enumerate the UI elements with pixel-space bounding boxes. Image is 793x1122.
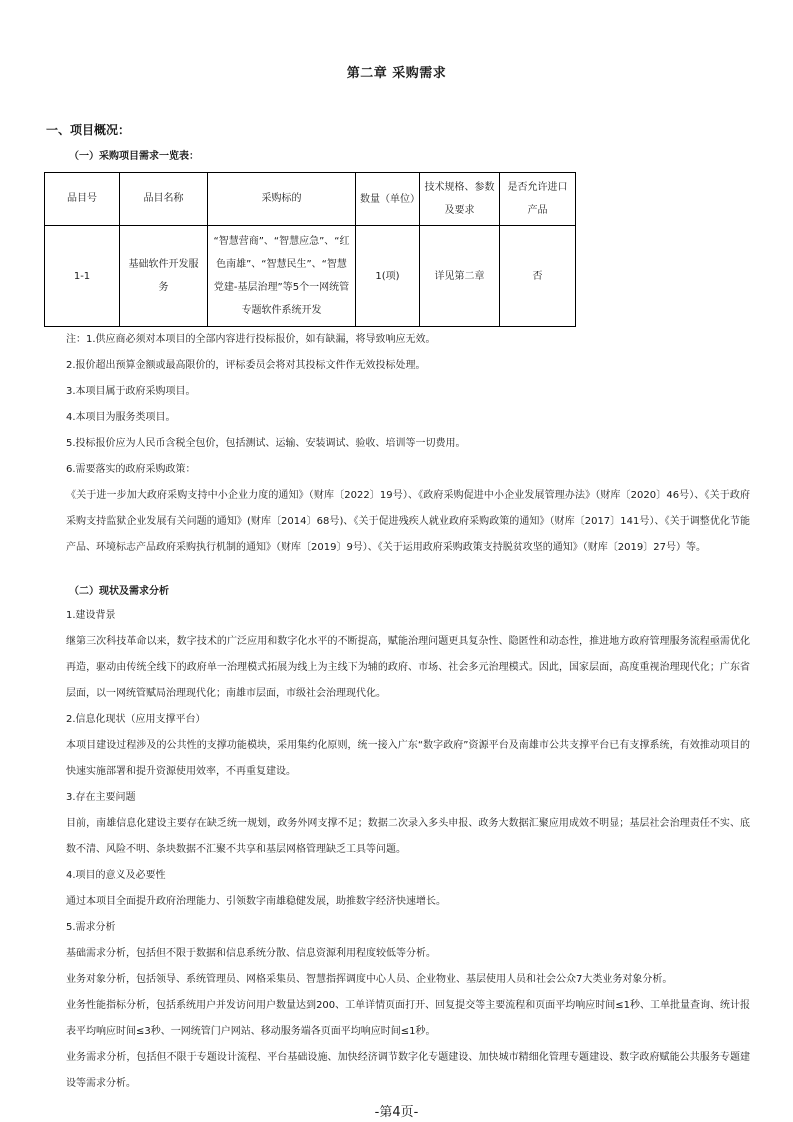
section-heading-overview: 一、项目概况： (46, 123, 131, 137)
analysis-text: 业务需求分析，包括但不限于专题设计流程、平台基础设施、加快经济调节数字化专题建设、加快城市精细化管理专题建设、数字政府赋能公共服务专题建设等需求分析。 (66, 1052, 750, 1089)
analysis-text: 继第三次科技革命以来，数字技术的广泛应用和数字化水平的不断提高，赋能治理问题更具复杂性、隐匿性和动态性，推进地方政府管理服务流程亟需优化再造，驱动由传统全线下的政府单一治理模式拓展为线上为主线下为辅的政府、市场、社会多元治理模式。因此，国家层面，高度重视治理现代化；广东省层面，以一网统管赋局治理现代化；南雄市层面，市级社会治理现代化。 (66, 636, 750, 699)
analysis-title: 2.信息化现状（应用支撑平台） (66, 714, 206, 725)
note-item: 4.本项目为服务类项目。 (66, 412, 176, 423)
import-allowed-cell: 否 (500, 226, 576, 327)
table-header-row (45, 173, 576, 226)
analysis-text: 通过本项目全面提升政府治理能力、引领数字南雄稳健发展，助推数字经济快速增长。 (66, 896, 446, 907)
note-item: 6.需要落实的政府采购政策： (66, 464, 196, 475)
note-item: 5.投标报价应为人民币含税全包价，包括测试、运输、安装调试、验收、培训等一切费用。 (66, 438, 466, 449)
table-header-cell: 数量（单位） (356, 173, 420, 226)
analysis-title: 4.项目的意义及必要性 (66, 870, 166, 881)
analysis-text: 业务性能指标分析，包括系统用户并发访问用户数量达到200、工单详情页面打开、回复提交等主要流程和页面平均响应时间≤1秒、工单批量查询、统计报表平均响应时间≤3秒、一网统管门户网站、移动服务端各页面平均响应时间≤1秒。 (66, 1000, 750, 1037)
policy-list-text: 《关于进一步加大政府采购支持中小企业力度的通知》（财库〔2022〕19号）、《政府采购促进中小企业发展管理办法》（财库〔2020〕46号）、《关于政府采购支持监狱企业发展有关问题的通知》(财库〔2014〕68号)、《关于促进残疾人就业政府采购政策的通知》（财库〔2017〕141号）、《关于调整优化节能产品、环境标志产品政府采购执行机制的通知》（财库〔2019〕9号）、《关于运用政府采购政策支持脱贫攻坚的通知》（财库〔2019〕27号）等。 (66, 490, 750, 553)
chapter-title: 第二章 采购需求 (346, 66, 447, 81)
analysis-text: 本项目建设过程涉及的公共性的支撑功能模块，采用集约化原则，统一接入广东“数字政府”资源平台及南雄市公共支撑平台已有支撑系统，有效推动项目的快速实施部署和提升资源使用效率，不再重复建设。 (66, 740, 750, 777)
subject-cell: “智慧营商”、“智慧应急”、“红色南雄”、“智慧民生”、“智慧党建-基层治理”等5个一网统管专题软件系统开发 (208, 226, 356, 327)
note-item: 2.报价超出预算金额或最高限价的，评标委员会将对其投标文件作无效投标处理。 (66, 360, 426, 371)
note-item: 注：1.供应商必须对本项目的全部内容进行投标报价，如有缺漏，将导致响应无效。 (66, 334, 436, 345)
analysis-text: 目前，南雄信息化建设主要存在缺乏统一规划，政务外网支撑不足；数据二次录入多头申报、政务大数据汇聚应用成效不明显；基层社会治理责任不实、底数不清、风险不明、条块数据不汇聚不共享和基层网格管理缺乏工具等问题。 (66, 818, 750, 855)
table-row (45, 226, 576, 327)
table-header-cell: 品目名称 (120, 173, 208, 226)
table-header-cell: 技术规格、参数及要求 (420, 173, 500, 226)
analysis-text: 业务对象分析，包括领导、系统管理员、网格采集员、智慧指挥调度中心人员、企业物业、基层使用人员和社会公众7大类业务对象分析。 (66, 974, 673, 985)
table-header-cell: 采购标的 (208, 173, 356, 226)
procurement-requirement-table (44, 172, 576, 327)
analysis-text: 基础需求分析，包括但不限于数据和信息系统分散、信息资源利用程度较低等分析。 (66, 948, 436, 959)
table-header-cell: 品目号 (45, 173, 120, 226)
quantity-cell: 1(项) (356, 226, 420, 327)
analysis-title: 3.存在主要问题 (66, 792, 136, 803)
notes-block (44, 327, 750, 561)
item-name-cell: 基础软件开发服务 (120, 226, 208, 327)
analysis-title: 5.需求分析 (66, 922, 116, 933)
table-header-cell: 是否允许进口产品 (500, 173, 576, 226)
analysis-title: 1.建设背景 (66, 610, 116, 621)
analysis-block (44, 603, 750, 1097)
note-item: 3.本项目属于政府采购项目。 (66, 386, 196, 397)
subsection-heading-analysis: （二）现状及需求分析 (69, 586, 169, 597)
item-number-cell: 1-1 (45, 226, 120, 327)
subsection-heading-requirement-table: （一）采购项目需求一览表： (69, 151, 199, 162)
spec-cell: 详见第二章 (420, 226, 500, 327)
page-number: -第4页- (374, 1105, 419, 1120)
